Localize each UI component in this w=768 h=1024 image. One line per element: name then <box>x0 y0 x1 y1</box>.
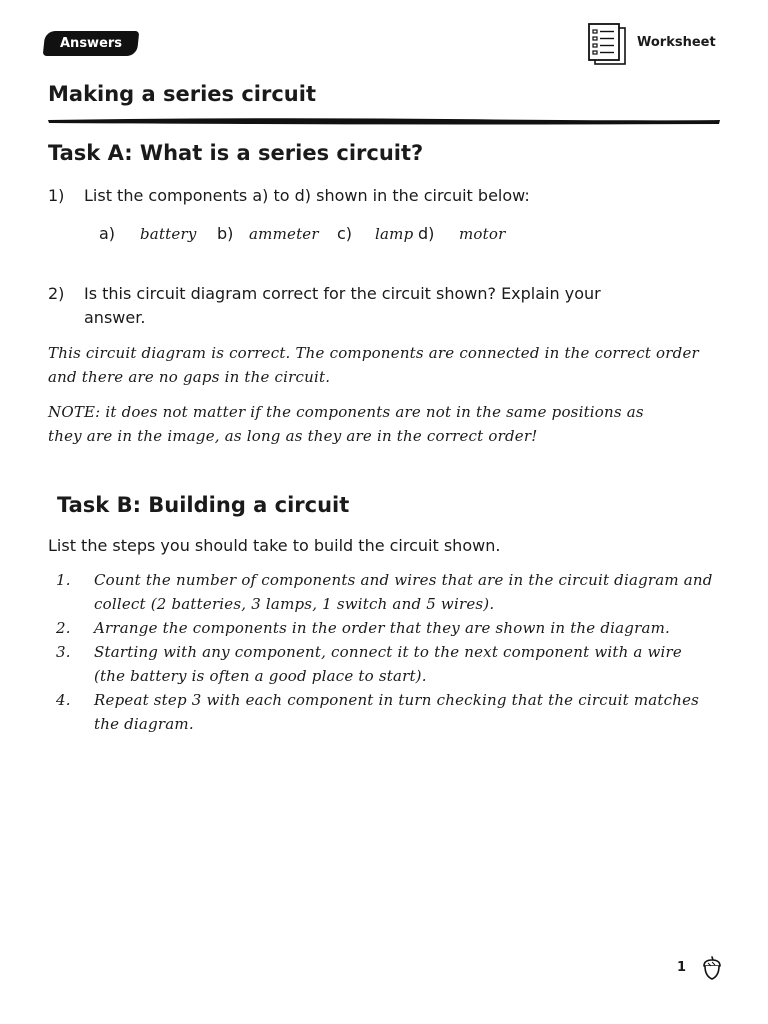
acorn-icon <box>700 954 724 982</box>
step-line: Repeat step 3 with each component in turn checking that the circuit matches <box>94 691 700 709</box>
task-b-intro: List the steps you should take to build the circuit shown. <box>48 536 501 555</box>
answer-b-value: ammeter <box>249 225 319 243</box>
step-number: 4. <box>56 691 71 709</box>
answer-b-label: b) <box>217 224 234 243</box>
step-line: (the battery is often a good place to start). <box>94 667 427 685</box>
page-number: 1 <box>677 960 687 975</box>
answer-c-value: lamp <box>375 225 414 243</box>
question-1-text: List the components a) to d) shown in the circuit below: <box>84 186 530 205</box>
answer-d-value: motor <box>459 225 506 243</box>
list-item <box>48 568 728 616</box>
page-title: Making a series circuit <box>48 82 316 106</box>
question-2-text-line-2: answer. <box>84 308 146 327</box>
answer-c-label: c) <box>337 224 353 243</box>
question-1-answers <box>0 222 768 246</box>
task-a-heading: Task A: What is a series circuit? <box>48 141 424 165</box>
step-line: collect (2 batteries, 3 lamps, 1 switch and 5 wires). <box>94 595 495 613</box>
answers-badge <box>43 31 140 56</box>
worksheet-label: Worksheet <box>637 35 716 50</box>
question-1-number: 1) <box>48 186 65 205</box>
list-item <box>48 640 728 688</box>
title-divider <box>46 115 722 127</box>
step-line: Starting with any component, connect it to the next component with a wire <box>94 643 683 661</box>
answer-a-label: a) <box>99 224 116 243</box>
step-line: the diagram. <box>94 715 194 733</box>
answers-badge-label: Answers <box>59 36 123 51</box>
question-2-number: 2) <box>48 284 65 303</box>
question-2-text-line-1: Is this circuit diagram correct for the circuit shown? Explain your <box>84 284 601 303</box>
answer-a-value: battery <box>140 225 197 243</box>
list-item <box>48 616 728 640</box>
task-b-steps-list <box>48 568 728 736</box>
step-number: 2. <box>56 619 71 637</box>
question-2-note-line-2: they are in the image, as long as they are in the correct order! <box>48 427 538 445</box>
task-b-heading: Task B: Building a circuit <box>57 493 350 517</box>
step-line: Count the number of components and wires that are in the circuit diagram and <box>94 571 713 589</box>
step-number: 1. <box>56 571 71 589</box>
answer-d-label: d) <box>418 224 435 243</box>
list-item <box>48 688 728 736</box>
question-2-note-line-1: NOTE: it does not matter if the components are not in the same positions as <box>48 403 644 421</box>
step-line: Arrange the components in the order that they are shown in the diagram. <box>94 619 670 637</box>
step-number: 3. <box>56 643 71 661</box>
question-2-answer-line-2: and there are no gaps in the circuit. <box>48 368 331 386</box>
question-2-answer-line-1: This circuit diagram is correct. The components are connected in the correct order <box>48 344 699 362</box>
worksheet-list-icon <box>586 22 628 66</box>
